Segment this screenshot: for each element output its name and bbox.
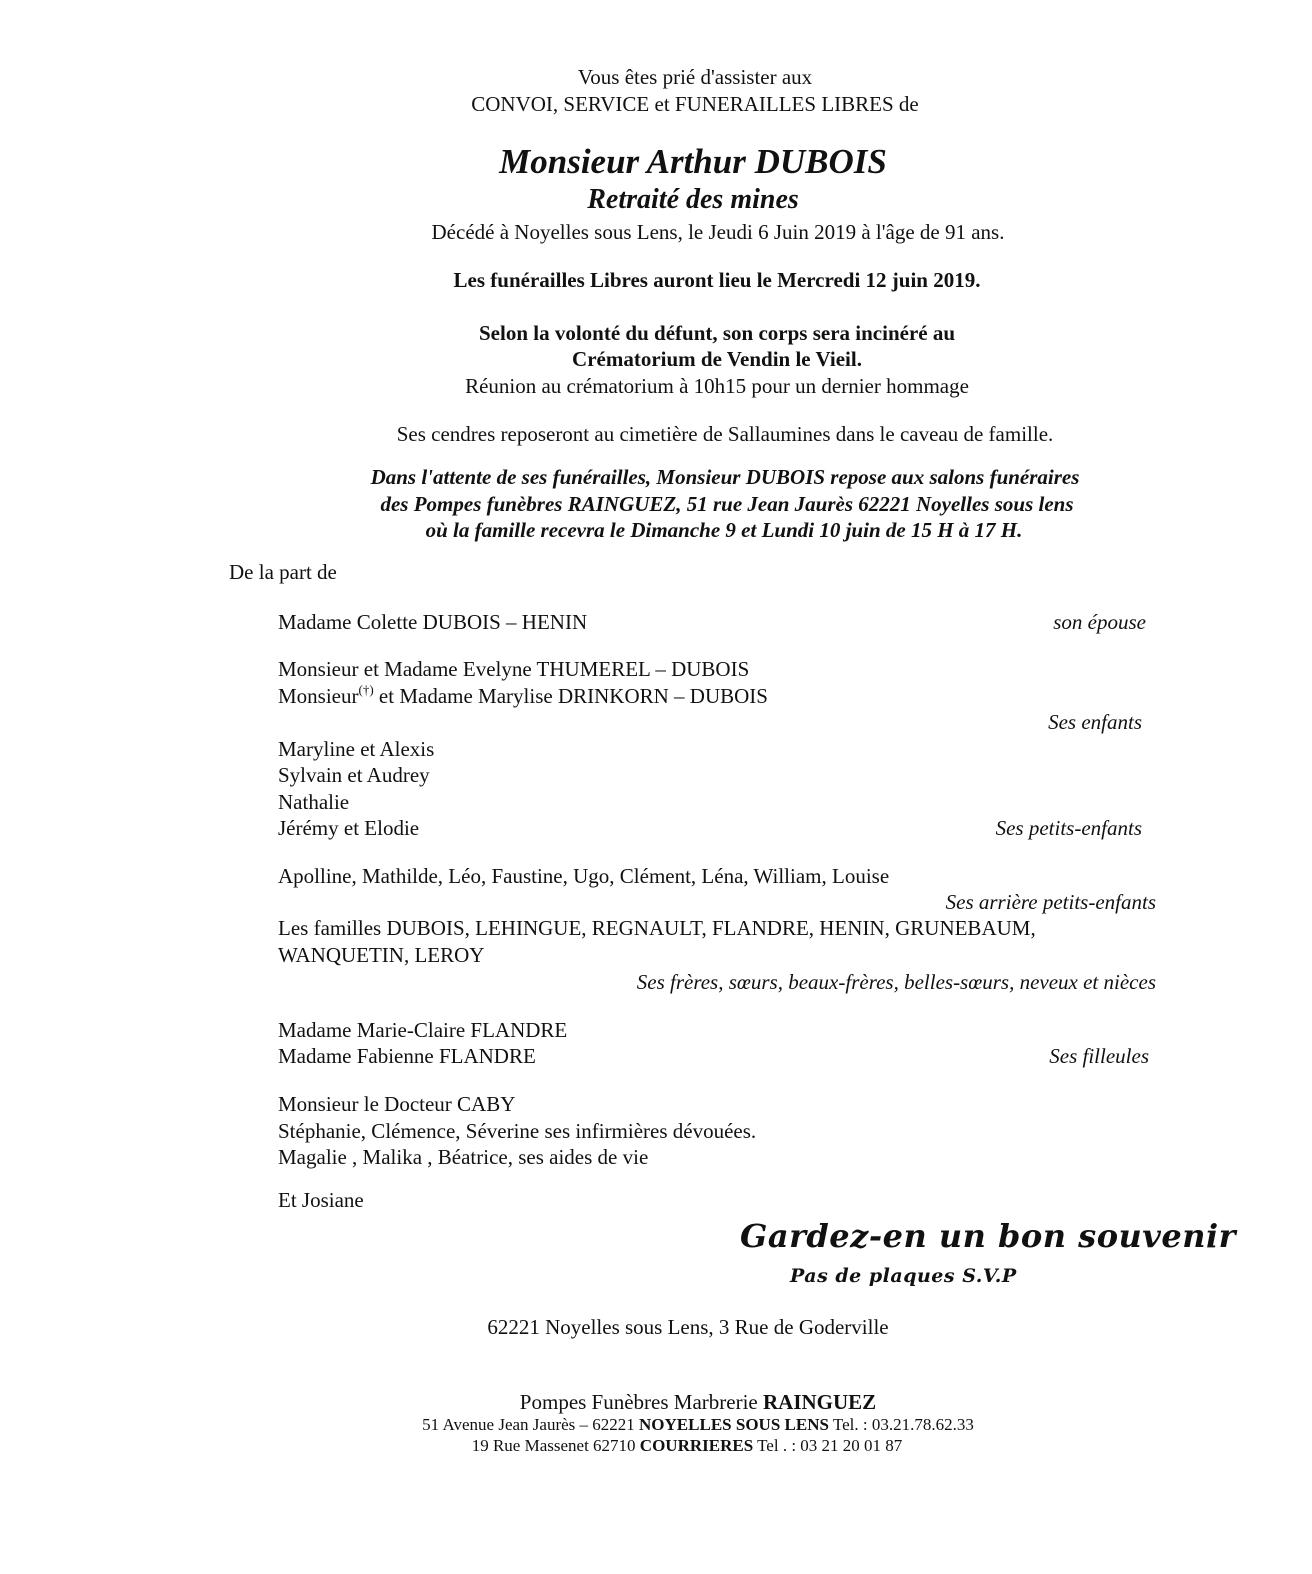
child-2: Monsieur(†) et Madame Marylise DRINKORN – DUBOIS: [278, 682, 768, 708]
children-role: Ses enfants: [1048, 710, 1142, 734]
ashes-notice: Ses cendres reposeront au cimetière de Sallaumines dans le caveau de famille.: [396, 422, 1054, 446]
viewing-line-1: Dans l'attente de ses funérailles, Monsieur DUBOIS repose aux salons funéraires: [370, 465, 1080, 489]
grandchild-3: Nathalie: [278, 790, 350, 814]
death-notice: Décédé à Noyelles sous Lens, le Jeudi 6 Juin 2019 à l'âge de 91 ans.: [431, 220, 1005, 244]
grandchild-2: Sylvain et Audrey: [278, 763, 430, 787]
deceased-mark: (†): [358, 682, 374, 697]
cremation-line-2: Crématorium de Vendin le Vieil.: [572, 347, 862, 371]
child-1: Monsieur et Madame Evelyne THUMEREL – DUBOIS: [278, 657, 750, 681]
grandchild-1: Maryline et Alexis: [278, 737, 435, 761]
cremation-line-3: Réunion au crématorium à 10h15 pour un dernier hommage: [465, 374, 969, 398]
great-grandchildren-role: Ses arrière petits-enfants: [945, 890, 1156, 914]
other-mention: Et Josiane: [278, 1188, 364, 1212]
families-line-2: WANQUETIN, LEROY: [278, 943, 485, 967]
funeral-home-address-1: 51 Avenue Jean Jaurès – 62221 NOYELLES SOUS LENS Tel. : 03.21.78.62.33: [422, 1415, 974, 1434]
viewing-line-2: des Pompes funèbres RAINGUEZ, 51 rue Jean Jaurès 62221 Noyelles sous lens: [380, 492, 1074, 516]
no-plaques: Pas de plaques S.V.P: [790, 1265, 1017, 1287]
families-role: Ses frères, sœurs, beaux-frères, belles-sœurs, neveux et nièces: [636, 970, 1156, 994]
goddaughter-2: Madame Fabienne FLANDRE: [278, 1044, 536, 1068]
spouse-name: Madame Colette DUBOIS – HENIN: [278, 610, 588, 634]
funeral-home-address-2: 19 Rue Massenet 62710 COURRIERES Tel . : 03 21 20 01 87: [471, 1436, 903, 1455]
invitation-line-1: Vous êtes prié d'assister aux: [577, 65, 813, 89]
funeral-date: Les funérailles Libres auront lieu le Mercredi 12 juin 2019.: [453, 268, 981, 292]
keep-memory: Gardez-en un bon souvenir: [740, 1217, 1237, 1255]
cremation-line-1: Selon la volonté du défunt, son corps sera incinéré au: [478, 321, 956, 345]
deceased-name: Monsieur Arthur DUBOIS: [499, 142, 887, 181]
spouse-role: son épouse: [1053, 610, 1146, 634]
from-label: De la part de: [229, 560, 337, 584]
invitation-line-2: CONVOI, SERVICE et FUNERAILLES LIBRES de: [471, 92, 919, 116]
great-grandchildren: Apolline, Mathilde, Léo, Faustine, Ugo, Clément, Léna, William, Louise: [278, 864, 890, 888]
viewing-line-3: où la famille recevra le Dimanche 9 et Lundi 10 juin de 15 H à 17 H.: [425, 518, 1023, 542]
funeral-home-name: Pompes Funèbres Marbrerie RAINGUEZ: [519, 1390, 877, 1414]
carer-2: Stéphanie, Clémence, Séverine ses infirmières dévouées.: [278, 1119, 757, 1143]
families-line-1: Les familles DUBOIS, LEHINGUE, REGNAULT, FLANDRE, HENIN, GRUNEBAUM,: [278, 916, 1036, 940]
carer-3: Magalie , Malika , Béatrice, ses aides de vie: [278, 1145, 649, 1169]
family-address: 62221 Noyelles sous Lens, 3 Rue de Goderville: [487, 1315, 889, 1339]
goddaughters-role: Ses filleules: [1049, 1044, 1149, 1068]
grandchildren-role: Ses petits-enfants: [995, 816, 1142, 840]
deceased-title: Retraité des mines: [587, 184, 799, 215]
grandchild-4: Jérémy et Elodie: [278, 816, 420, 840]
carer-1: Monsieur le Docteur CABY: [278, 1092, 516, 1116]
goddaughter-1: Madame Marie-Claire FLANDRE: [278, 1018, 568, 1042]
